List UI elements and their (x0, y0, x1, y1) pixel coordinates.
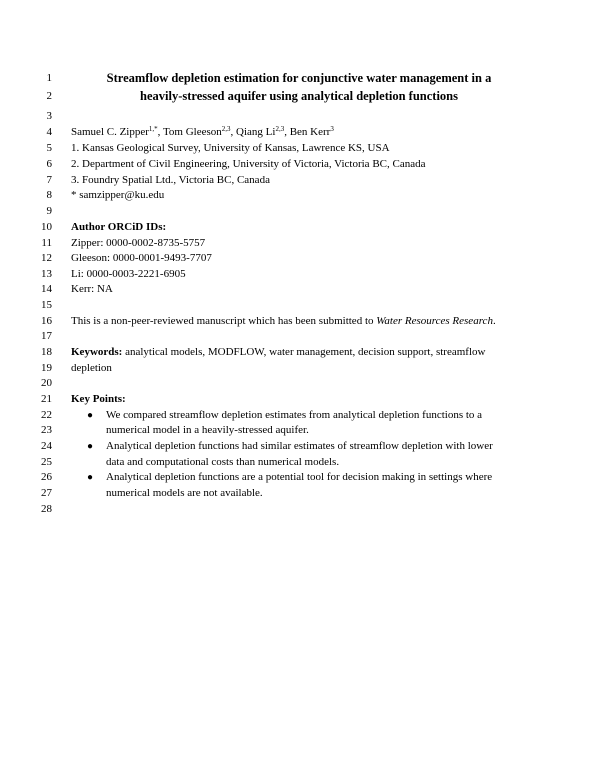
bullet-icon: ● (87, 441, 94, 452)
author-separator: , (230, 126, 237, 138)
keywords-continued: depletion (71, 362, 112, 374)
title-line-1: Streamflow depletion estimation for conjunctive water management in a (106, 71, 492, 85)
line-number: 9 (46, 205, 52, 217)
line-number: 27 (41, 487, 52, 499)
key-point-text: numerical model in a heavily-stressed aquifer. (106, 424, 309, 436)
line-number: 23 (41, 424, 52, 436)
line-number: 24 (41, 440, 52, 452)
corresponding-email: * samzipper@ku.edu (71, 189, 165, 201)
journal-name: Water Resources Research (376, 315, 493, 327)
line-number: 13 (41, 268, 52, 280)
submission-suffix: . (492, 315, 496, 327)
author-affiliation-mark: 1,* (148, 125, 158, 133)
line-number: 10 (41, 221, 52, 233)
key-point-text: We compared streamflow depletion estimates from analytical depletion functions to a (106, 409, 483, 421)
orcid-heading: Author ORCiD IDs: (71, 221, 167, 233)
orcid-entry: Li: 0000-0003-2221-6905 (71, 268, 186, 280)
title-line-2: heavily-stressed aquifer using analytical depletion functions (140, 89, 458, 103)
line-number: 25 (41, 456, 52, 468)
orcid-entry: Zipper: 0000-0002-8735-5757 (71, 237, 206, 249)
author-name: Qiang Li (236, 126, 276, 138)
keywords-text: analytical models, MODFLOW, water management, decision support, streamflow (122, 346, 486, 358)
author-list (71, 126, 334, 139)
line-number: 8 (46, 189, 52, 201)
line-number: 6 (46, 158, 52, 170)
key-point-text: Analytical depletion functions are a potential tool for decision making in settings where (106, 471, 493, 483)
line-number: 26 (41, 471, 52, 483)
line-number: 12 (41, 252, 52, 264)
key-point-text: data and computational costs than numerical models. (106, 456, 340, 468)
line-number: 22 (41, 409, 52, 421)
line-number: 3 (46, 110, 52, 122)
author-name: Tom Gleeson (162, 126, 222, 138)
key-point-text: Analytical depletion functions had similar estimates of streamflow depletion with lower (106, 440, 493, 452)
author-affiliation-mark: 2,3 (221, 125, 231, 133)
affiliation: 2. Department of Civil Engineering, University of Victoria, Victoria BC, Canada (71, 158, 426, 170)
line-number: 17 (41, 330, 52, 342)
key-point-text: numerical models are not available. (106, 487, 263, 499)
line-number: 28 (41, 503, 52, 515)
bullet-icon: ● (87, 410, 94, 421)
line-number: 18 (41, 346, 52, 358)
line-number: 14 (41, 283, 52, 295)
orcid-entry: Gleeson: 0000-0001-9493-7707 (71, 252, 212, 264)
author-separator: , (157, 126, 163, 138)
line-number: 15 (41, 299, 52, 311)
line-number: 2 (46, 90, 52, 102)
orcid-entry: Kerr: NA (71, 283, 113, 295)
author-name: Samuel C. Zipper (71, 126, 149, 138)
key-points-heading: Key Points: (71, 393, 126, 405)
keywords-label: Keywords: (71, 346, 123, 358)
line-number: 7 (46, 174, 52, 186)
line-number: 11 (41, 237, 52, 249)
bullet-icon: ● (87, 472, 94, 483)
submission-note (71, 315, 496, 328)
affiliation: 3. Foundry Spatial Ltd., Victoria BC, Canada (71, 174, 270, 186)
author-separator: , (284, 126, 290, 138)
line-number: 5 (46, 142, 52, 154)
line-number: 1 (46, 72, 52, 84)
line-number: 19 (41, 362, 52, 374)
submission-prefix: This is a non-peer-reviewed manuscript which has been submitted to (71, 315, 377, 327)
author-affiliation-mark: 3 (330, 125, 334, 133)
keywords (71, 346, 485, 359)
affiliation: 1. Kansas Geological Survey, University of Kansas, Lawrence KS, USA (71, 142, 390, 154)
line-number: 20 (41, 377, 52, 389)
author-affiliation-mark: 2,3 (275, 125, 285, 133)
line-number: 16 (41, 315, 52, 327)
author-name: Ben Kerr (289, 126, 331, 138)
line-number: 21 (41, 393, 52, 405)
line-number: 4 (46, 126, 52, 138)
